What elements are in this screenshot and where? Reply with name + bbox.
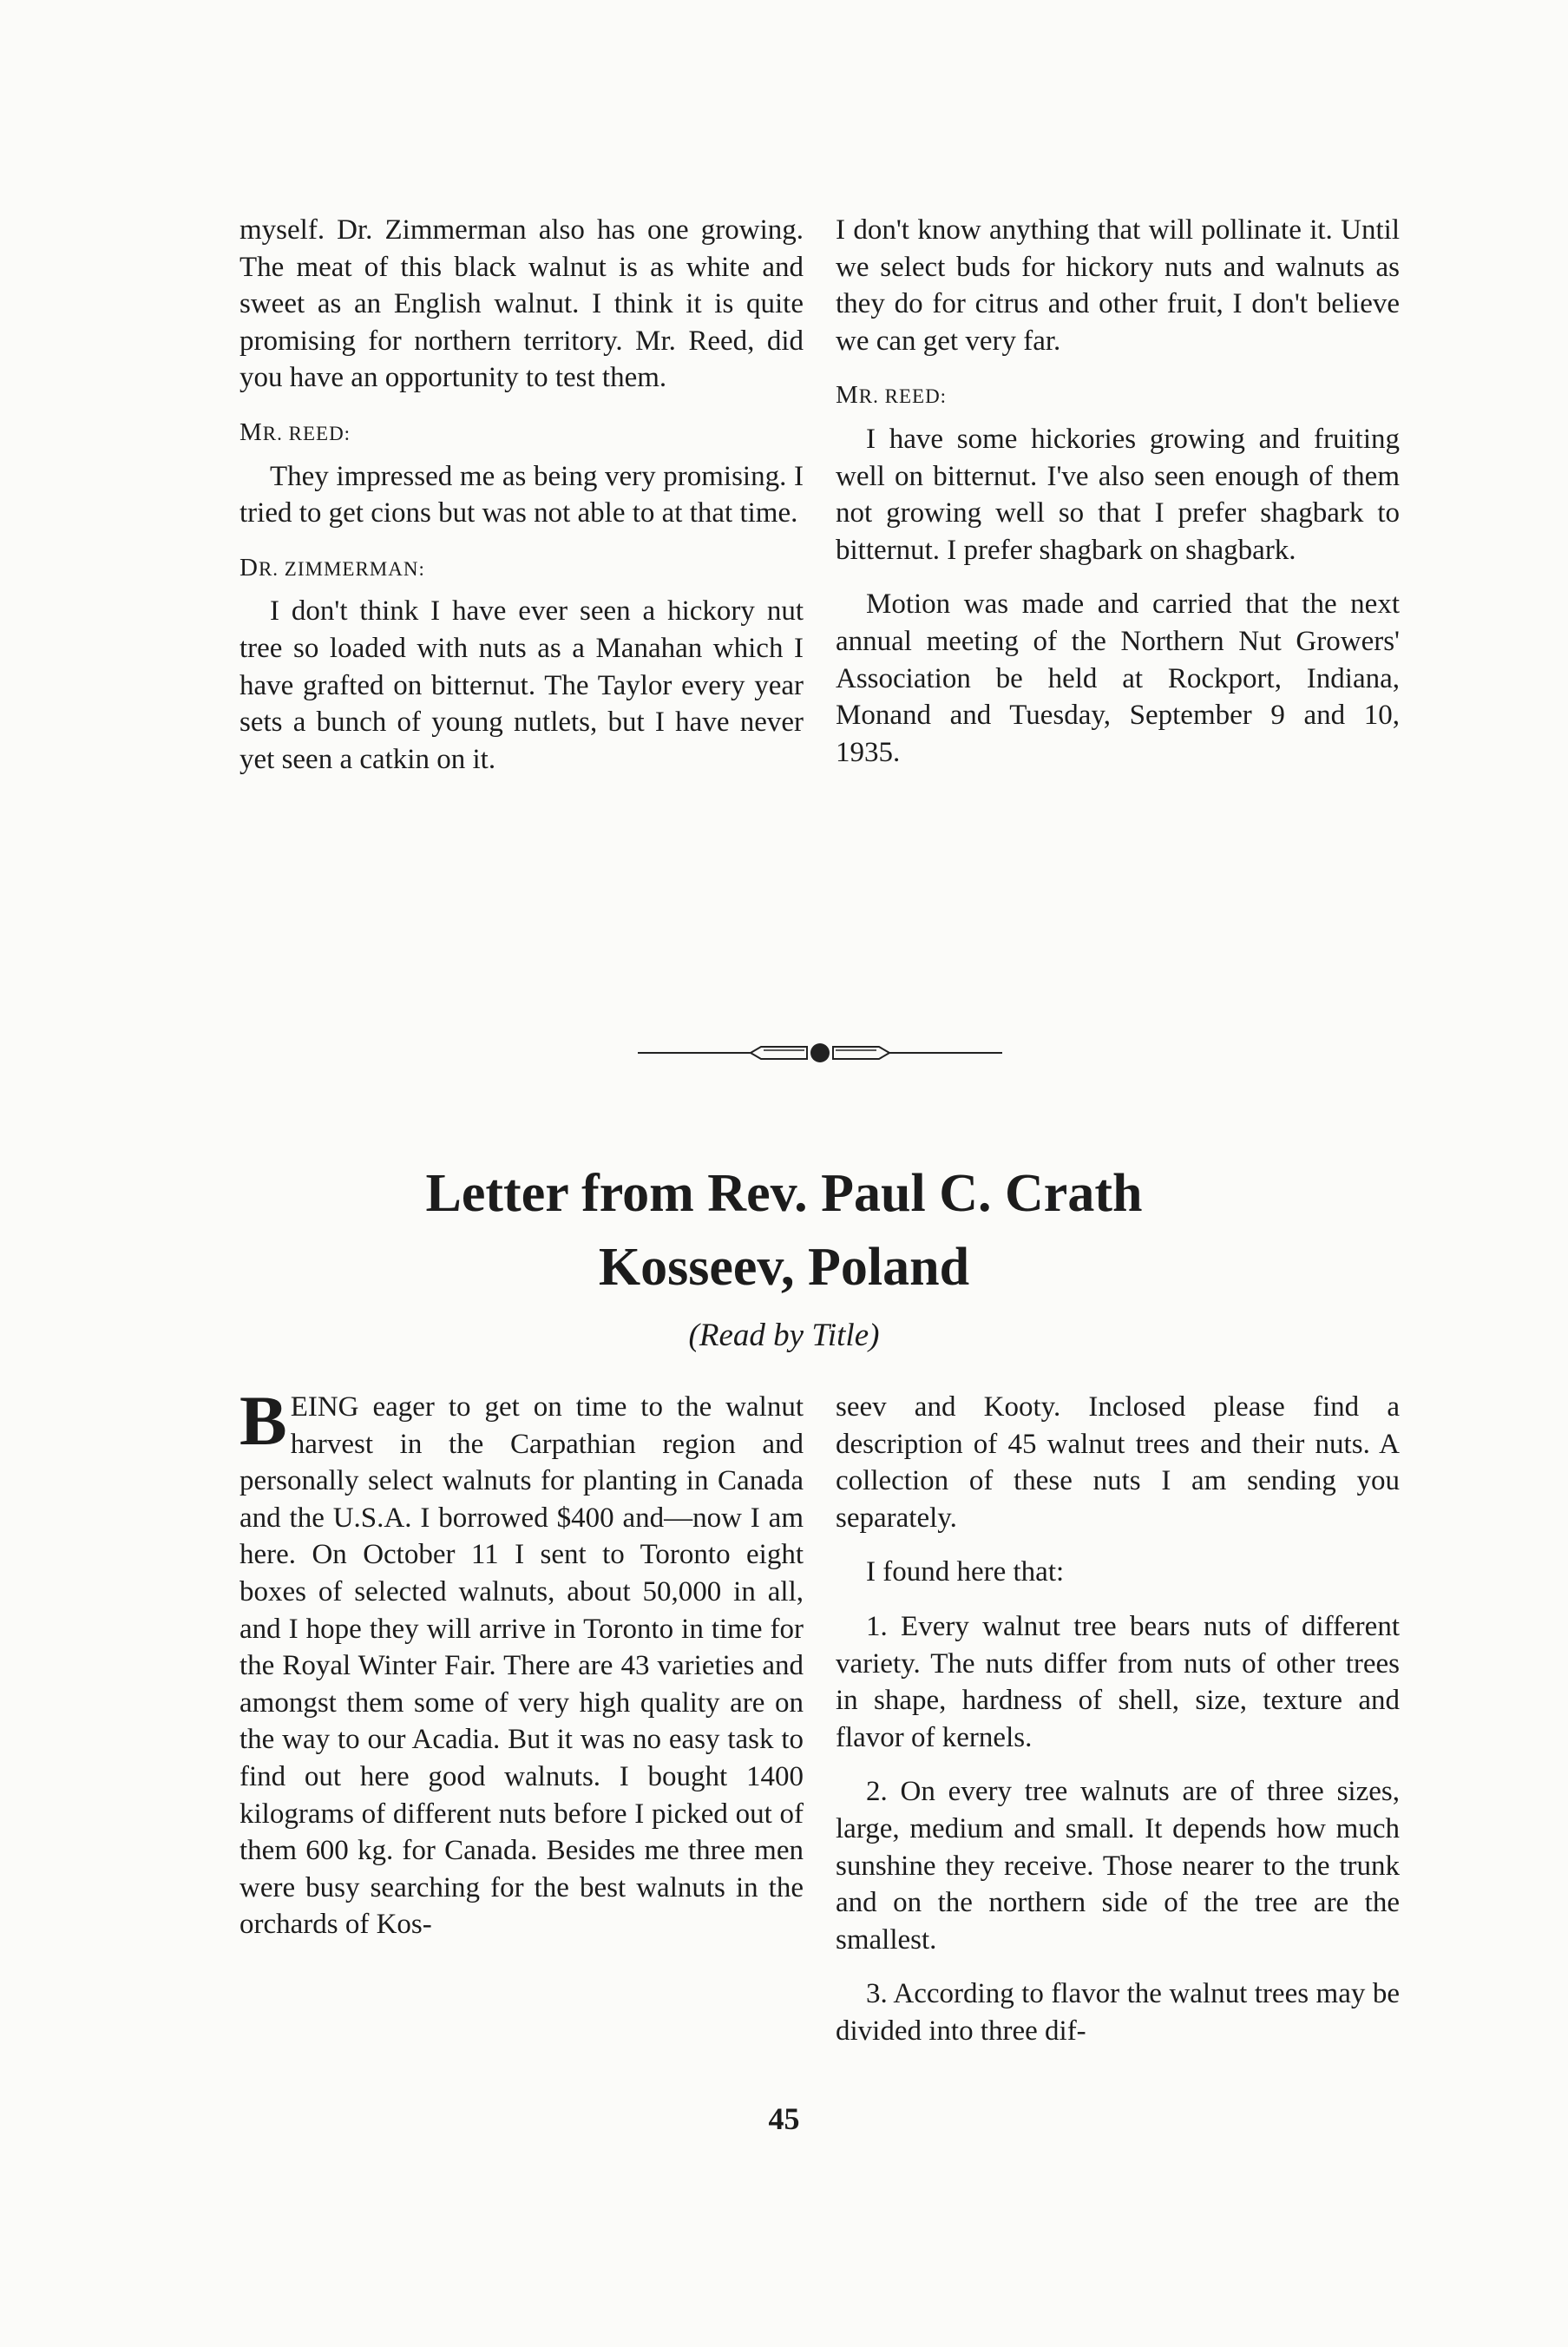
drop-cap: B xyxy=(239,1381,287,1460)
paragraph: Motion was made and carried that the next annual meeting of the Northern Nut Growers' Association be held at Rockport, Indiana, Monand and Tuesday, September 9 and 10, 1935. xyxy=(836,588,1400,768)
paragraph: They impressed me as being very promising. I tried to get cions but was not able to at that time. xyxy=(239,460,804,529)
paragraph: seev and Kooty. Inclosed please find a description of 45 walnut trees and their nuts. A collection of these nuts I am sending you separately. xyxy=(836,1391,1400,1534)
speaker-label-reed: MR. REED: xyxy=(836,381,948,410)
discussion-column-left xyxy=(239,212,804,778)
paragraph: BEING eager to get on time to the walnut harvest in the Carpathian region and personally select walnuts for planting in Canada and the U.S.A. I borrowed $400 and—now I am here. On October 11 I sent to Toronto eight boxes of selected walnuts, about 50,000 in all, and I hope they will arrive in Toronto in time for the Royal Winter Fair. There are 43 varieties and amongst them some of very high quality are on the way to our Acadia. But it was no easy task to find out here good walnuts. I bought 1400 kilograms of different nuts before I picked out of them 600 kg. for Canada. Besides me three men were busy searching for the best walnuts in the orchards of Kos- xyxy=(239,1381,804,1941)
paragraph: I don't know anything that will pollinate it. Until we select buds for hickory nuts and walnuts as they do for citrus and other fruit, I don't believe we can get very far. xyxy=(836,214,1400,357)
paragraph: I don't think I have ever seen a hickory nut tree so loaded with nuts as a Manahan which I have grafted on bitternut. The Taylor every year sets a bunch of young nutlets, but I have never yet seen a catkin on it. xyxy=(239,595,804,775)
discussion-column-right xyxy=(836,212,1400,771)
list-item: 3. According to flavor the walnut trees may be divided into three dif- xyxy=(836,1978,1400,2047)
article-title: Letter from Rev. Paul C. Crath xyxy=(425,1164,1143,1223)
paragraph: I found here that: xyxy=(866,1556,1065,1588)
list-item: 2. On every tree walnuts are of three sizes, large, medium and small. It depends how much sunshine they receive. Those nearer to the trunk and on the northern side of the tree are the smallest. xyxy=(836,1776,1400,1956)
paragraph: I have some hickories growing and fruiting well on bitternut. I've also seen enough of them not growing well so that I prefer shagbark to bitternut. I prefer shagbark on shagbark. xyxy=(836,423,1400,566)
ornament-divider-icon xyxy=(638,1040,1002,1066)
list-item: 1. Every walnut tree bears nuts of different variety. The nuts differ from nuts of other trees in shape, hardness of shell, size, texture and flavor of kernels. xyxy=(836,1610,1400,1753)
letter-column-right xyxy=(836,1389,1400,2050)
speaker-label-zimmerman: DR. ZIMMERMAN: xyxy=(239,553,425,582)
paragraph: myself. Dr. Zimmerman also has one growing. The meat of this black walnut is as white and sweet as an English walnut. I think it is quite promising for northern territory. Mr. Reed, did you have an opportunity to test them. xyxy=(239,214,804,394)
read-by-title-note: (Read by Title) xyxy=(688,1318,880,1353)
letter-column-left xyxy=(239,1381,804,1943)
page-number: 45 xyxy=(768,2101,800,2136)
article-subtitle-location: Kosseev, Poland xyxy=(598,1238,970,1297)
speaker-label-reed: MR. REED: xyxy=(239,417,351,446)
